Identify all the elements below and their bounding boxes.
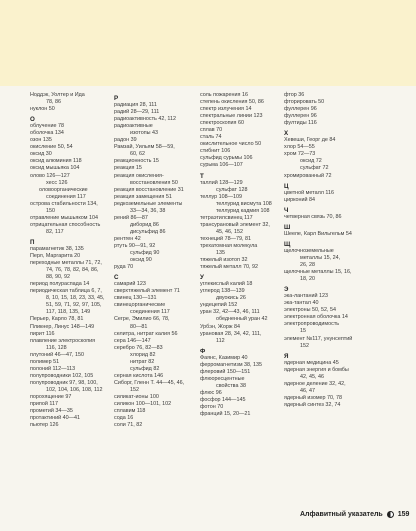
index-letter-heading: Ц bbox=[284, 182, 289, 190]
index-entry: облучение 78 bbox=[30, 123, 64, 130]
index-entry: Шееле, Карл Вильгельм 54 bbox=[284, 230, 352, 237]
index-entry: ундецепий 152 bbox=[200, 302, 238, 309]
index-subentry: 42, 45, 46 bbox=[300, 373, 324, 380]
index-entry: отравление мышьяком 104 bbox=[30, 214, 98, 221]
index-entry: ядерное деление 32, 42, bbox=[284, 380, 346, 387]
index-subentry: 152 bbox=[130, 386, 139, 393]
index-letter-heading: Ш bbox=[284, 223, 291, 231]
index-entry: Сегре, Эмилио 66, 78, bbox=[114, 316, 170, 323]
index-subentry: 74, 76, 78, 82, 84, 86, bbox=[46, 267, 99, 274]
index-entry: радон 39 bbox=[114, 137, 137, 144]
index-entry: редкоземельные элементы bbox=[114, 200, 183, 207]
index-subentry: изотопы 43 bbox=[130, 130, 158, 137]
index-subentry: 46, 47 bbox=[300, 387, 315, 394]
index-entry: ядерный изомер 70, 78 bbox=[284, 394, 343, 401]
index-entry: трехатомная молекула bbox=[200, 242, 258, 249]
index-subentry: 116, 128 bbox=[46, 344, 67, 351]
index-letter-heading: О bbox=[30, 116, 35, 124]
index-entry: технеций 78—79, 81 bbox=[200, 235, 251, 242]
index-entry: реакция замещения 51 bbox=[114, 193, 172, 200]
index-entry: спектральные линии 123 bbox=[200, 113, 263, 120]
index-entry: эка-лантаний 123 bbox=[284, 293, 329, 300]
index-entry: Хевеши, Георг де 84 bbox=[284, 137, 336, 144]
index-column-1 bbox=[30, 92, 104, 429]
index-subentry: теллурид кадмия 108 bbox=[216, 207, 270, 214]
index-subentry: теллурид висмута 108 bbox=[216, 200, 272, 207]
index-entry: полоний 112—113 bbox=[30, 365, 76, 372]
index-entry: парамагнетик 38, 135 bbox=[30, 245, 84, 252]
index-letter-heading: Р bbox=[114, 95, 119, 102]
index-letter-heading: Т bbox=[200, 172, 204, 180]
index-entry: серебро 76, 82—83 bbox=[114, 344, 163, 351]
index-column-3 bbox=[200, 92, 272, 418]
index-entry: нуклон 50 bbox=[30, 106, 55, 113]
index-subentry: 45, 46, 152 bbox=[216, 228, 243, 235]
index-subentry: металлы 15, 24, bbox=[300, 254, 341, 261]
index-subentry: сульфат 72 bbox=[300, 165, 329, 172]
index-entry: серная кислота 146 bbox=[114, 372, 164, 379]
index-subentry: 33—34, 36, 38 bbox=[130, 207, 166, 214]
index-subentry: сульфид 82 bbox=[130, 365, 160, 372]
index-entry: щелочные металлы 15, 16, bbox=[284, 269, 352, 276]
index-entry: реакция восстановление 31 bbox=[114, 186, 184, 193]
index-entry: сталь 74 bbox=[200, 134, 222, 141]
index-column-2 bbox=[114, 92, 184, 429]
index-entry: реакция окисления- bbox=[114, 172, 164, 179]
index-entry: ферромагнетизм 38, 135 bbox=[200, 361, 263, 368]
index-entry: флюс 96 bbox=[200, 389, 222, 396]
index-entry: фуллерен 96 bbox=[284, 106, 317, 113]
index-entry: плавление электроскопия bbox=[30, 337, 96, 344]
index-entry: радиоактивные bbox=[114, 123, 153, 130]
index-entry: пирит 116 bbox=[30, 330, 55, 337]
index-subentry: нитрат 82 bbox=[130, 358, 155, 365]
index-subentry: 152 bbox=[300, 342, 309, 349]
index-entry: сера 146—147 bbox=[114, 337, 151, 344]
index-column-4 bbox=[284, 92, 352, 409]
index-subentry: 51, 59, 71, 92, 97, 105, bbox=[46, 302, 102, 309]
half-circle-icon bbox=[387, 511, 394, 518]
index-entry: тяжелый металл 70, 92 bbox=[200, 264, 259, 271]
index-entry: сверхтяжелый элемент 71 bbox=[114, 288, 180, 295]
index-entry: спектр излучения 14 bbox=[200, 106, 252, 113]
index-entry: степень окисления 50, 86 bbox=[200, 99, 264, 106]
index-entry: сурьма 106—107 bbox=[200, 162, 243, 169]
index-entry: плутоний 46—47, 150 bbox=[30, 351, 85, 358]
index-entry: полупроводник 97, 98, 100, bbox=[30, 379, 98, 386]
index-entry: свинец 130—131 bbox=[114, 295, 157, 302]
index-entry: Перл, Маргарита 20 bbox=[30, 253, 81, 260]
index-entry: полупроводники 102, 105 bbox=[30, 372, 94, 379]
index-entry: переходные металлы 71, 72, bbox=[30, 260, 102, 267]
index-entry: Урбэн, Жорж 84 bbox=[200, 323, 240, 330]
index-subentry: 18, 20 bbox=[300, 276, 315, 283]
index-entry: фотон 70 bbox=[200, 404, 224, 411]
index-entry: протактиний 40—41 bbox=[30, 415, 80, 422]
index-subentry: диборид 86 bbox=[130, 221, 159, 228]
page-footer bbox=[300, 511, 409, 518]
index-letter-heading: Х bbox=[284, 130, 289, 138]
index-entry: оксид алюминия 118 bbox=[30, 158, 82, 165]
index-entry: ртуть 90—91, 92 bbox=[114, 242, 156, 249]
index-subentry: хлорид 82 bbox=[130, 351, 156, 358]
index-entry: ядерная энергия и бомбы bbox=[284, 366, 349, 373]
index-entry: фтор 36 bbox=[284, 92, 305, 98]
index-entry: электроны 50, 52, 54 bbox=[284, 307, 336, 314]
index-entry: хром 72—73 bbox=[284, 151, 316, 158]
index-entry: период полураспада 14 bbox=[30, 281, 90, 288]
index-entry: трансурановый элемент 32, bbox=[200, 221, 270, 228]
index-entry: порохящение 97 bbox=[30, 393, 72, 400]
index-entry: хромированный 72 bbox=[284, 172, 332, 179]
index-entry: Ноддэк, Уолтер и Ида bbox=[30, 92, 85, 98]
index-entry: тетраэтилсвинец 117 bbox=[200, 214, 253, 221]
index-subentry: оловоорганические bbox=[39, 186, 88, 193]
top-color-band bbox=[0, 0, 416, 86]
index-subentry: сульфат 128 bbox=[216, 186, 248, 193]
index-entry: сода 16 bbox=[114, 415, 134, 422]
index-entry: углекислый калий 18 bbox=[200, 281, 253, 288]
footer-section-label: Алфавитный указатель bbox=[300, 511, 383, 518]
index-entry: полимер 51 bbox=[30, 358, 60, 365]
index-subentry: 102, 104, 106, 108, 112 bbox=[46, 386, 103, 393]
index-subentry: 15 bbox=[300, 328, 306, 335]
index-entry: ядерный синтез 32, 74 bbox=[284, 401, 341, 408]
index-entry: оксид 30 bbox=[30, 151, 52, 158]
index-letter-heading: Щ bbox=[284, 240, 291, 248]
index-entry: озон 135 bbox=[30, 137, 52, 144]
index-entry: ядерная медицина 45 bbox=[284, 359, 339, 366]
index-entry: сплав 70 bbox=[200, 127, 223, 134]
index-letter-heading: С bbox=[114, 274, 119, 282]
index-entry: таллий 128—129 bbox=[200, 179, 243, 186]
index-entry: щелочноземельные bbox=[284, 247, 334, 254]
index-entry: углерод 138—139 bbox=[200, 288, 245, 295]
index-subentry: 78, 86 bbox=[46, 99, 61, 106]
index-subentry: 117, 118, 135, 149 bbox=[46, 309, 91, 316]
index-letter-heading: Ф bbox=[200, 347, 206, 355]
index-subentry: 150 bbox=[46, 207, 55, 214]
index-entry: фултиды 116 bbox=[284, 120, 317, 127]
index-entry: прометий 34—35 bbox=[30, 408, 73, 415]
index-entry: реакционность 15 bbox=[114, 158, 159, 165]
index-subentry: оксид 90 bbox=[130, 257, 152, 264]
index-entry: сплавим 118 bbox=[114, 408, 146, 415]
index-entry: силикат-ионы 100 bbox=[114, 393, 159, 400]
index-entry: цирконий 84 bbox=[284, 196, 316, 203]
index-entry: тяжелый изотоп 32 bbox=[200, 257, 248, 264]
index-subentry: 112 bbox=[216, 337, 225, 344]
index-entry: фторировать 50 bbox=[284, 99, 325, 106]
index-subentry: соединения 117 bbox=[130, 309, 170, 316]
index-subentry: оксид 72 bbox=[300, 158, 322, 165]
index-subentry: 8, 10, 15, 18, 23, 33, 45, bbox=[46, 295, 105, 302]
index-entry: Перьер, Карло 78, 81 bbox=[30, 316, 84, 323]
index-entry: оксид мышьяка 104 bbox=[30, 165, 80, 172]
index-entry: оболочка 134 bbox=[30, 130, 64, 137]
index-entry: хлор 54—55 bbox=[284, 144, 315, 151]
index-entry: селитра, нитрат калия 56 bbox=[114, 330, 178, 337]
index-entry: пьютер 126 bbox=[30, 422, 59, 429]
index-entry: отрицательная способность bbox=[30, 221, 101, 228]
index-entry: свинецорганические bbox=[114, 302, 166, 309]
index-entry: цветной металл 116 bbox=[284, 189, 334, 196]
index-letter-heading: Я bbox=[284, 352, 289, 360]
index-subentry: восстановления 50 bbox=[130, 179, 178, 186]
index-entry: окисление 50, 54 bbox=[30, 144, 73, 151]
index-entry: флюоресцентные bbox=[200, 375, 245, 382]
index-subentry: 80—81 bbox=[130, 323, 148, 330]
index-entry: острова стабильности 134, bbox=[30, 200, 98, 207]
index-entry: четверная связь 70, 86 bbox=[284, 213, 342, 220]
index-entry: теллур 108—109 bbox=[200, 193, 243, 200]
index-entry: элемент №117, унунсептий bbox=[284, 335, 353, 342]
index-entry: электронная оболочка 14 bbox=[284, 314, 348, 321]
index-entry: Сиборг, Гленн Т. 44—45, 46, bbox=[114, 379, 185, 386]
index-entry: периодическая таблица 6, 7, bbox=[30, 288, 102, 295]
index-entry: рений 86—87 bbox=[114, 214, 148, 221]
index-entry: фуллерен 96 bbox=[284, 113, 317, 120]
index-entry: соли 71, 82 bbox=[114, 422, 143, 429]
index-entry: реакция 15 bbox=[114, 165, 142, 172]
index-entry: стибнит 106 bbox=[200, 148, 231, 155]
index-subentry: 82, 117 bbox=[46, 228, 64, 235]
index-letter-heading: Э bbox=[284, 286, 289, 294]
index-entry: самарий 123 bbox=[114, 281, 146, 288]
index-subentry: обедненный уран 42 bbox=[216, 316, 268, 323]
index-entry: радиация 28, 111 bbox=[114, 102, 157, 109]
index-subentry: 26, 28 bbox=[300, 262, 315, 269]
index-entry: Фаянс, Казимир 40 bbox=[200, 354, 248, 361]
index-entry: радиоактивность 42, 112 bbox=[114, 116, 176, 123]
index-subentry: дисульфид 86 bbox=[130, 228, 166, 235]
index-letter-heading: П bbox=[30, 238, 35, 246]
index-entry: соль пожарения 16 bbox=[200, 92, 248, 98]
index-entry: спектроскопия 60 bbox=[200, 120, 244, 127]
index-entry: руда 70 bbox=[114, 264, 134, 271]
index-entry: электропроводимость bbox=[284, 321, 340, 328]
page-number: 159 bbox=[397, 511, 410, 518]
index-entry: силикон 100—101, 102 bbox=[114, 401, 172, 408]
index-entry: эка-тантал 40 bbox=[284, 300, 319, 307]
index-entry: франций 15, 20—21 bbox=[200, 411, 251, 418]
index-letter-heading: У bbox=[200, 274, 204, 282]
index-entry: олово 126—127 bbox=[30, 172, 70, 179]
index-entry: припой 117 bbox=[30, 401, 58, 408]
index-subentry: хесс 126 bbox=[46, 179, 68, 186]
index-subentry: сульфид 90 bbox=[130, 250, 160, 257]
index-subentry: 60, 62 bbox=[130, 151, 145, 158]
index-entry: урановая 28, 34, 42, 111, bbox=[200, 330, 262, 337]
index-subentry: соединения 117 bbox=[46, 193, 86, 200]
index-subentry: 88, 90, 92 bbox=[46, 274, 70, 281]
index-entry: Пликнер, Линус 148—149 bbox=[30, 323, 95, 330]
index-subentry: 135 bbox=[216, 250, 225, 257]
index-entry: сульфид сурьмы 106 bbox=[200, 155, 253, 162]
index-letter-heading: Ч bbox=[284, 206, 289, 214]
index-entry: флеровий 150—151 bbox=[200, 368, 251, 375]
index-entry: окислительное число 50 bbox=[200, 141, 262, 148]
index-entry: уран 32, 42—43, 46, 111 bbox=[200, 309, 260, 316]
index-entry: фосфор 144—145 bbox=[200, 396, 246, 403]
index-entry: радий 28—29, 111 bbox=[114, 109, 160, 116]
index-subentry: свойства 38 bbox=[216, 382, 246, 389]
index-subentry: двуокись 26 bbox=[216, 295, 246, 302]
index-entry: Рамзай, Уильям 58—59, bbox=[114, 144, 175, 151]
index-entry: рентген 42 bbox=[114, 235, 141, 242]
